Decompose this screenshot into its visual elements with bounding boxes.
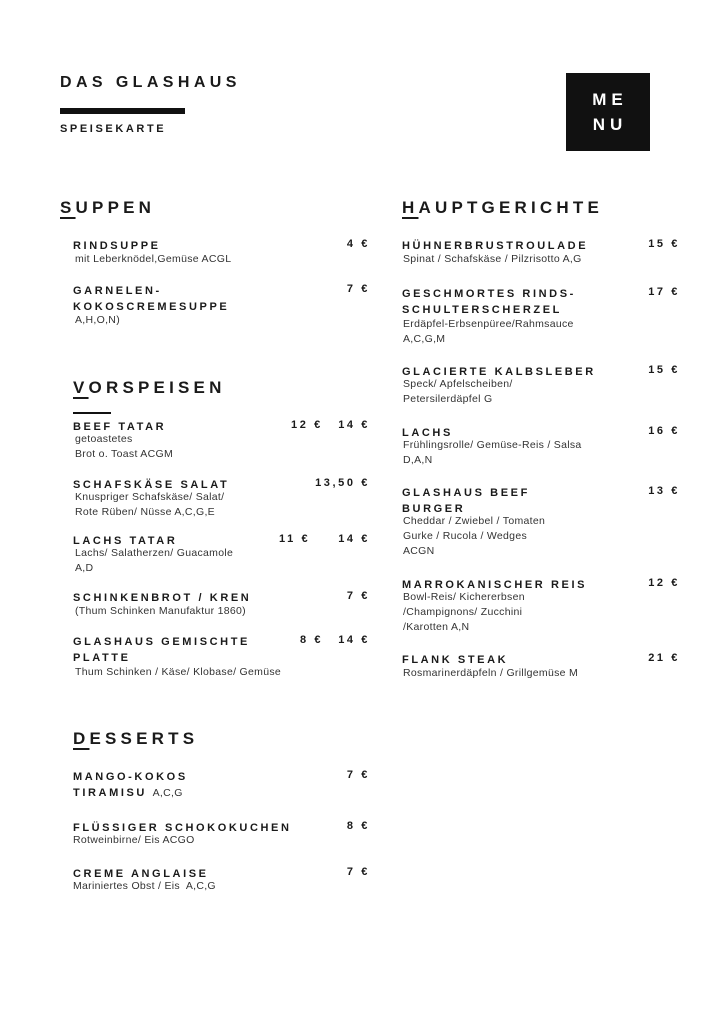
menu-item-description: /Champignons/ Zucchini: [403, 606, 523, 618]
menu-item-name: LACHS: [402, 427, 453, 439]
menu-item-description: Gurke / Rucola / Wedges: [403, 530, 528, 542]
section-title-initial: H: [402, 198, 419, 217]
menu-item-price: 15 €: [648, 364, 680, 376]
menu-item-name: GLACIERTE KALBSLEBER: [402, 366, 596, 378]
menu-item-name: HÜHNERBRUSTROULADE: [402, 240, 589, 252]
menu-item-name: FLÜSSIGER SCHOKOKUCHEN: [73, 822, 292, 834]
menu-item-description: Spinat / Schafskäse / Pilzrisotto A,G: [403, 253, 582, 265]
menu-item-description: /Karotten A,N: [403, 621, 470, 633]
menu-item-description: Lachs/ Salatherzen/ Guacamole: [75, 547, 234, 559]
menu-item-description: Rote Rüben/ Nüsse A,C,G,E: [75, 506, 215, 518]
menu-item-description: mit Leberknödel,Gemüse ACGL: [75, 253, 232, 265]
menu-item-price-small: 12 €: [291, 419, 323, 431]
section-title-rest: UPPEN: [75, 198, 156, 217]
section-title-initial: D: [73, 729, 90, 748]
menu-item-name: SCHINKENBROT / KREN: [73, 592, 252, 604]
subtitle: SPEISEKARTE: [60, 123, 167, 135]
section-title-rest: ESSERTS: [89, 729, 199, 748]
menu-item-name: FLANK STEAK: [402, 654, 509, 666]
menu-item-name: [73, 785, 328, 801]
menu-item-description: ACGN: [403, 545, 435, 557]
menu-item-description: A,D: [75, 562, 94, 574]
menu-item-name: GESCHMORTES RINDS-SCHULTERSCHERZEL: [402, 288, 576, 316]
menu-item-name: GLASHAUS BEEF BURGER: [402, 487, 530, 515]
menu-item-description: Bowl-Reis/ Kichererbsen: [403, 591, 525, 603]
menu-item-description: A,H,O,N): [75, 314, 120, 326]
section-title-desserts: [73, 729, 198, 749]
menu-item-price: 21 €: [648, 652, 680, 664]
menu-item-description: A,C,G,M: [403, 333, 446, 345]
menu-item-name: BEEF TATAR: [73, 421, 167, 433]
menu-item-name: MARROKANISCHER REIS: [402, 579, 588, 591]
section-title-suppen: [60, 198, 155, 218]
menu-item-price: 7 €: [346, 866, 370, 878]
section-title-rest: AUPTGERICHTE: [418, 198, 604, 217]
menu-item-price-small: 8 €: [300, 634, 324, 646]
section-title-hauptgerichte: [402, 198, 603, 218]
menu-item-name: GLASHAUS GEMISCHTE PLATTE: [73, 636, 250, 664]
menu-item-description: Cheddar / Zwiebel / Tomaten: [403, 515, 546, 527]
menu-item-price: 7 €: [346, 283, 370, 295]
menu-item-price: 15 €: [648, 238, 680, 250]
menu-item-name: RINDSUPPE: [73, 240, 161, 252]
section-rule: [73, 412, 111, 414]
menu-item-name: GARNELEN-KOKOSCREMESUPPE: [73, 285, 230, 313]
menu-item-description: Brot o. Toast ACGM: [75, 448, 173, 460]
brand-underline-bar: [60, 108, 185, 114]
menu-logo-line1: ME: [592, 90, 628, 109]
menu-item-price-large: 14 €: [338, 634, 370, 646]
menu-item-name-line2: TIRAMISU: [73, 787, 147, 799]
menu-item-price: 17 €: [648, 286, 680, 298]
menu-item-description: Erdäpfel-Erbsenpüree/Rahmsauce: [403, 318, 574, 330]
menu-item-description: Knuspriger Schafskäse/ Salat/: [75, 491, 225, 503]
menu-item-price: 13 €: [648, 485, 680, 497]
menu-item-allergens: A,C,G: [152, 787, 183, 799]
menu-item-price: 7 €: [346, 769, 370, 781]
menu-item-price: 12 €: [648, 577, 680, 589]
menu-item-name: CREME ANGLAISE: [73, 868, 209, 880]
menu-item-name: SCHAFSKÄSE SALAT: [73, 479, 230, 491]
menu-item-price-small: 11 €: [279, 533, 311, 545]
menu-item-price: 8 €: [346, 820, 370, 832]
section-title-initial: S: [60, 198, 76, 217]
menu-item-price: 13,50 €: [315, 477, 370, 489]
menu-logo-box: [566, 73, 650, 151]
menu-item-name: LACHS TATAR: [73, 535, 178, 547]
menu-item-price: 7 €: [346, 590, 370, 602]
menu-item-description: Rosmarinerdäpfeln / Grillgemüse M: [403, 667, 579, 679]
section-title-rest: ORSPEISEN: [88, 378, 226, 397]
section-title-vorspeisen: [73, 378, 226, 398]
menu-item-description: Frühlingsrolle/ Gemüse-Reis / Salsa: [403, 439, 582, 451]
menu-item-description: Speck/ Apfelscheiben/: [403, 378, 513, 390]
menu-item-description: D,A,N: [403, 454, 433, 466]
menu-item-description: Thum Schinken / Käse/ Klobase/ Gemüse: [75, 666, 282, 678]
menu-item-price: 16 €: [648, 425, 680, 437]
menu-item-name: MANGO-KOKOS: [73, 771, 188, 783]
restaurant-name: DAS GLASHAUS: [60, 74, 241, 91]
menu-item-description: Mariniertes Obst / Eis A,C,G: [73, 880, 216, 892]
menu-item-description: (Thum Schinken Manufaktur 1860): [75, 605, 246, 617]
menu-item-price-large: 14 €: [338, 419, 370, 431]
section-title-initial: V: [73, 378, 89, 397]
menu-item-description: Petersilerdäpfel G: [403, 393, 493, 405]
menu-item-price: 4 €: [346, 238, 370, 250]
menu-logo-line2: NU: [592, 115, 628, 134]
menu-item-description: getoastetes: [75, 433, 133, 445]
menu-item-price-large: 14 €: [338, 533, 370, 545]
menu-item-description: Rotweinbirne/ Eis ACGO: [73, 834, 195, 846]
